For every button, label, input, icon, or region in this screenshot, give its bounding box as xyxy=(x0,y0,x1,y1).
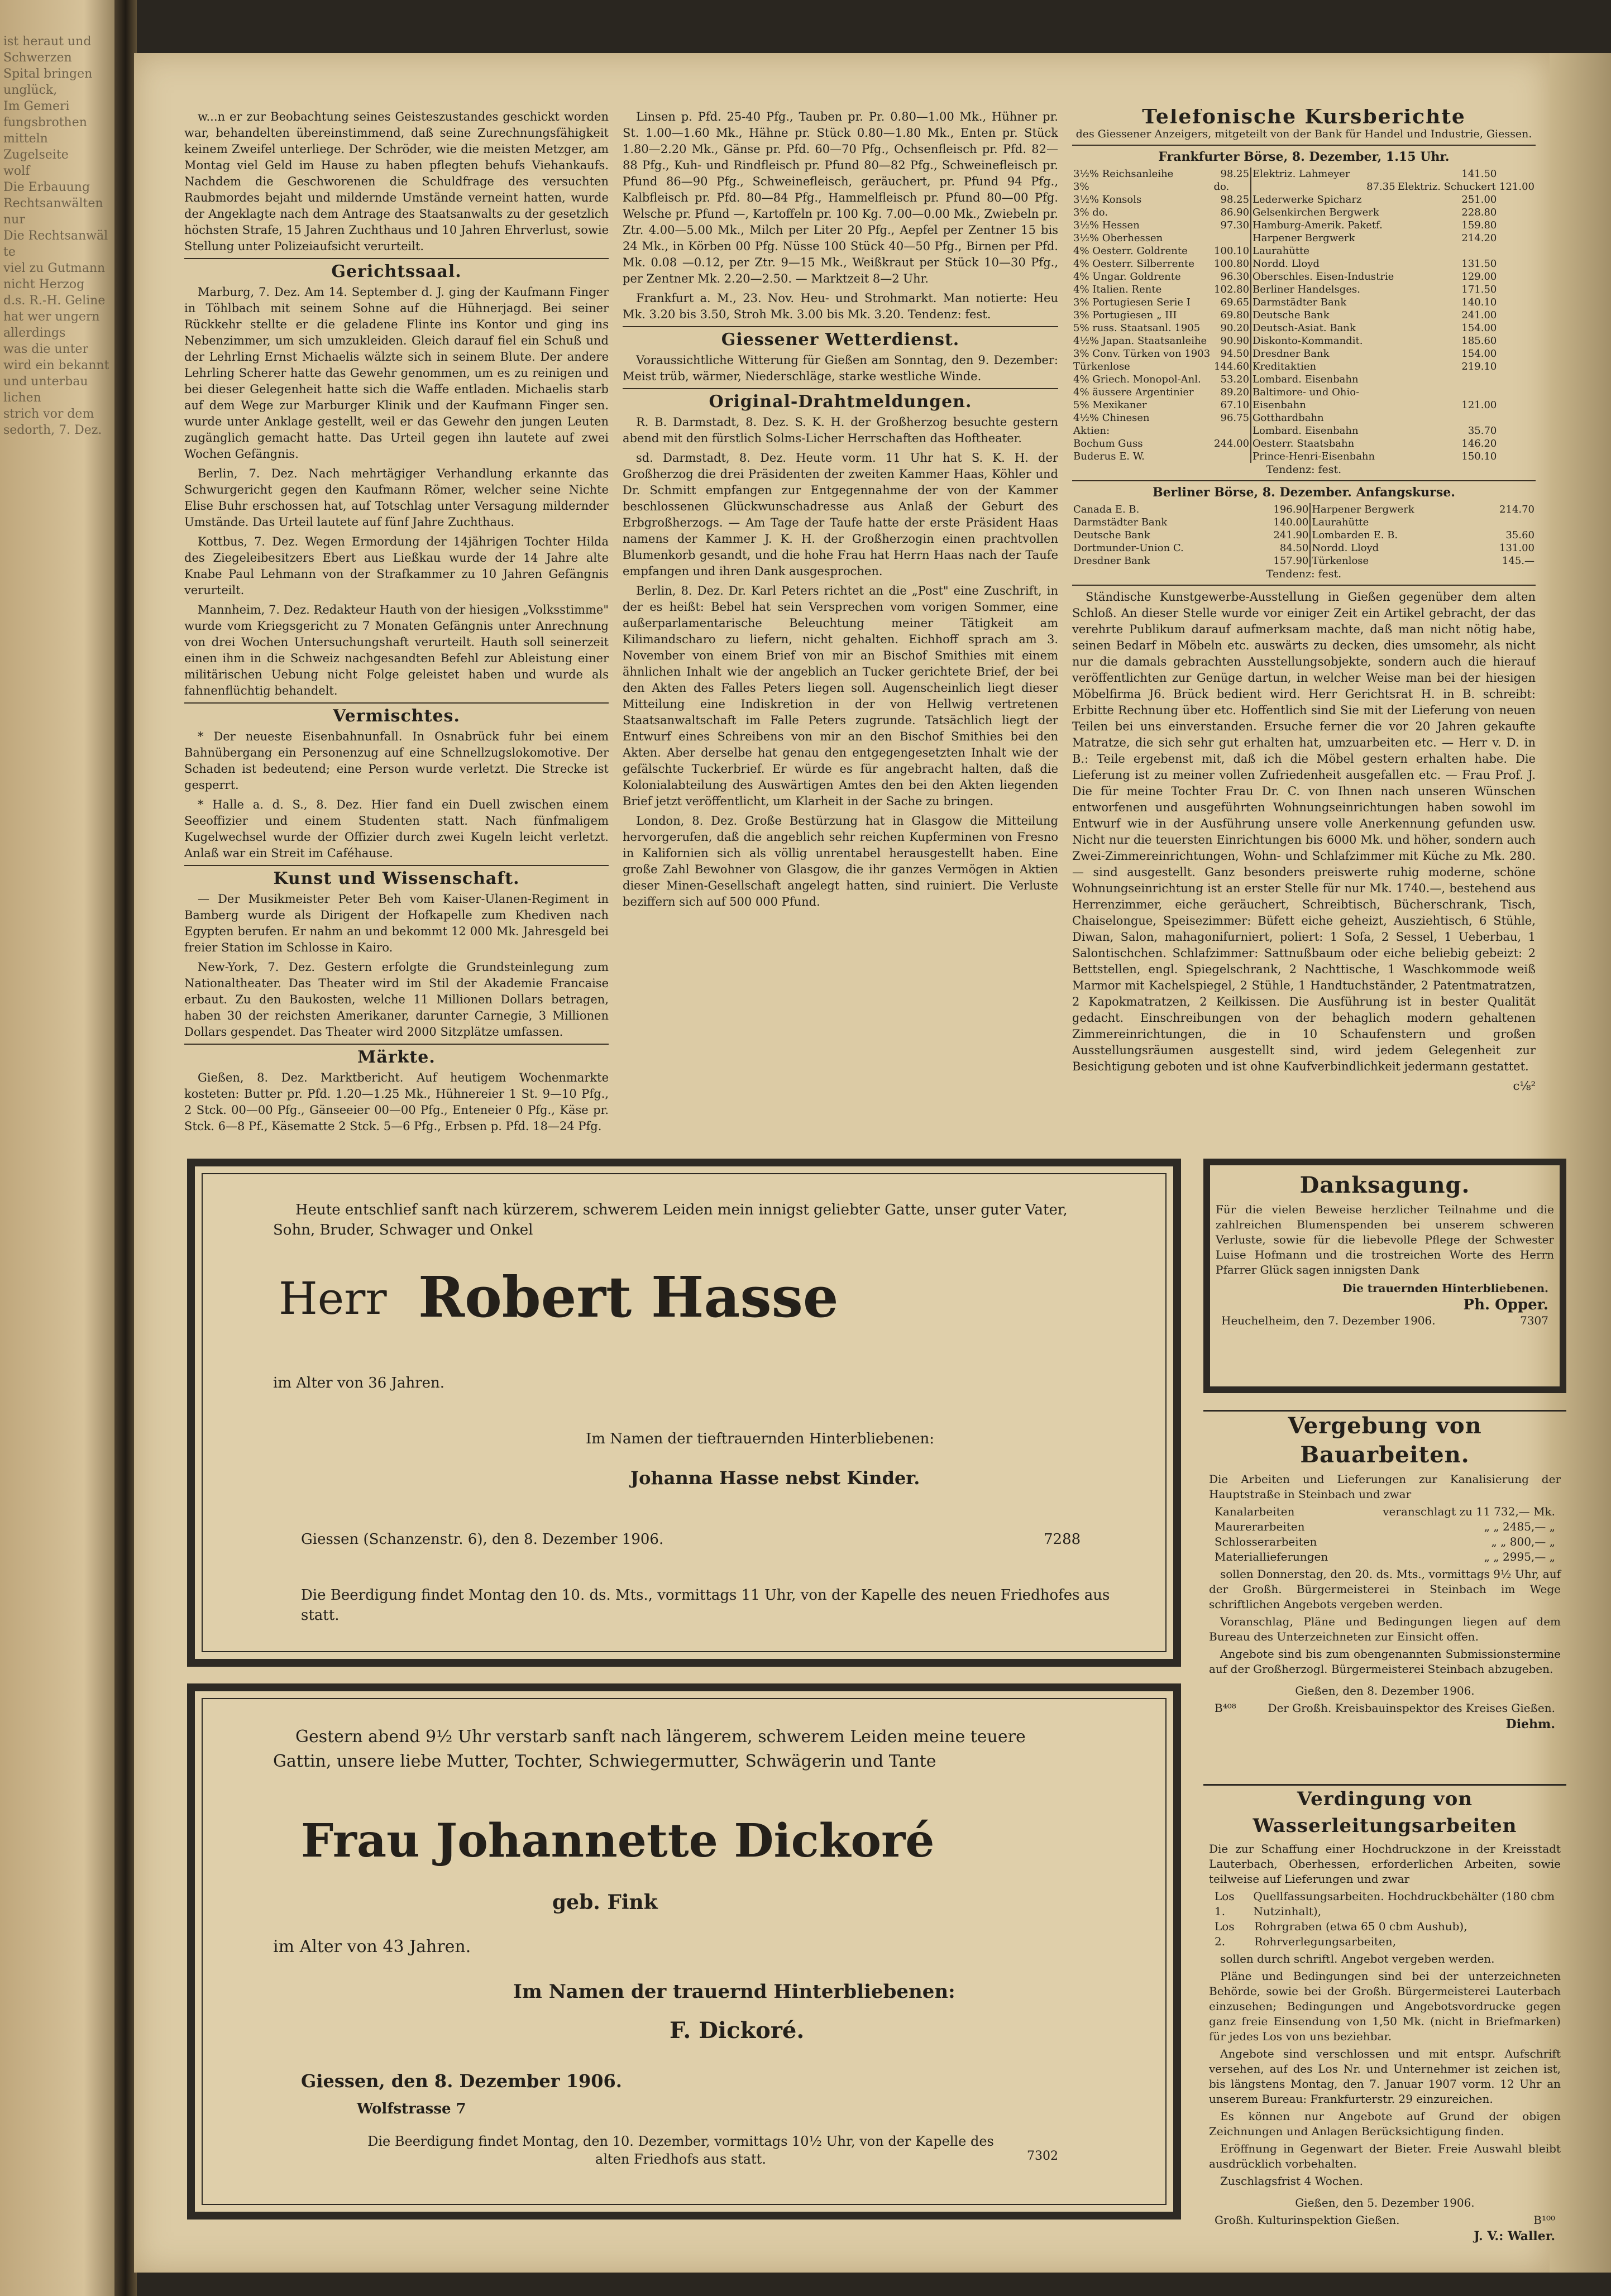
ad-intro: Die Arbeiten und Lieferungen zur Kanalisierung der Hauptstraße in Steinbach und zwar xyxy=(1209,1472,1561,1501)
stock-cell: 131.00 xyxy=(1499,542,1534,554)
ad-item-row xyxy=(1203,1534,1566,1549)
frankfurt-stock-row xyxy=(1072,360,1536,373)
section-title-vermischtes: Vermischtes. xyxy=(333,706,460,726)
frankfurt-stock-row xyxy=(1072,399,1536,412)
stock-cell: 67.10 xyxy=(1220,399,1250,411)
notice-lead: Gestern abend 9½ Uhr verstarb sanft nach längerem, schwerem Leiden meine teuere Gattin, unsere liebe Mutter, Tochter, Schwiegermutter, Schwägerin und Tante xyxy=(273,1727,1026,1771)
column-2 xyxy=(623,109,1058,1192)
notice-name-prefix: Herr xyxy=(279,1273,387,1324)
notice-place-date: Giessen (Schanzenstr. 6), den 8. Dezember 1906. xyxy=(301,1531,664,1548)
stock-cell: 154.00 xyxy=(1461,348,1497,360)
article-intro: w...n er zur Beobachtung seines Geisteszustandes geschickt worden war, behandelten übereinstimmend, daß seine Zurechnungsfähigkeit keinem Zweifel unterliege. Der Schröder, wie die meisten Metzger, am Montag viel Geld im Hause zu haben pflegten behufs Viehankaufs. Nachdem die Geschworenen die Schuldfrage des versuchten Raubmordes bejaht und mildernde Umstände verneint hatten, wurde der Angeklagte nach dem Antrage des Staatsanwalts zu der gesetzlich höchsten Strafe, 15 Jahren Zuchthaus und 10 Jahren Ehrverlust, sowie Stellung unter Polizeiaufsicht verurteilt. xyxy=(184,110,609,253)
frankfurt-stock-row xyxy=(1072,180,1536,193)
notice-street: Wolfstrasse 7 xyxy=(357,2101,466,2117)
ad-paragraph: Angebote sind verschlossen und mit entspr. Aufschrift versehen, auf des Los Nr. und Unternehmer ist zeichen ist, bis längstens Montag, den 7. Januar 1907 vorm. 12 Uhr an unserem Bureau: Frankfurterstr. 29 einzureichen. xyxy=(1209,2047,1561,2106)
stock-cell: Gelsenkirchen Bergwerk xyxy=(1251,206,1397,219)
stock-cell: 69.65 xyxy=(1220,296,1250,308)
ad-place-date: Gießen, den 8. Dezember 1906. xyxy=(1295,1684,1475,1697)
section-title-kunst: Kunst und Wissenschaft. xyxy=(273,869,520,888)
ad-footer xyxy=(1203,1701,1566,1716)
stock-report-title: Telefonische Kursberichte xyxy=(1142,109,1466,128)
stock-cell: 4% Griech. Monopol-Anl. xyxy=(1073,374,1201,385)
stock-cell: 214.20 xyxy=(1461,232,1497,244)
ad-item-row xyxy=(1203,1504,1566,1519)
divider xyxy=(184,1044,609,1045)
stock-cell: Lombarden E. B. xyxy=(1310,529,1476,542)
left-page-text: ist heraut und Schwerzen Spital bringen unglück, Im Gemeri fungsbrothen mitteln Zugelseite wolf Die Erbauung Rechtsanwälten nur Die Rechtsanwälte viel zu Gutmann nicht Herzog d.s. R.-H. Geline hat wer ungern allerdings was die unter wird ein bekannt und unterbau lichen strich vor dem sedorth, 7. Dez. xyxy=(3,35,109,437)
ad-verdingung-wasserleitung xyxy=(1203,1784,1566,2264)
ad-number: 7307 xyxy=(1520,1314,1548,1327)
frankfurt-stock-row xyxy=(1072,270,1536,283)
notice-inner-border xyxy=(202,1173,1167,1652)
stock-cell: 241.00 xyxy=(1461,309,1497,321)
article-paragraph: * Halle a. d. S., 8. Dez. Hier fand ein Duell zwischen einem Seeoffizier und einem Studenten statt. Nach fünfmaligem Kugelwechsel wurde der Offizier durch zwei Kugeln leicht verletzt. Anlaß war ein Streit im Caféhause. xyxy=(184,798,609,860)
ad-body: Für die vielen Beweise herzlicher Teilnahme und die zahlreichen Blumenspenden bei unserem schweren Verluste, sowie für die liebevolle Pflege der Schwester Luise Hofmann und die trostreichen Worte des Herrn Pfarrer Glück sagen innigsten Dank xyxy=(1216,1203,1554,1276)
stock-cell: 98.25 xyxy=(1220,168,1250,180)
stock-cell: Berliner Handelsges. xyxy=(1251,283,1397,296)
frankfurt-stock-row xyxy=(1072,424,1536,437)
frankfurt-stock-table xyxy=(1072,168,1536,463)
stock-cell: 159.80 xyxy=(1461,219,1497,231)
column-3 xyxy=(1072,109,1536,1192)
frankfurt-stock-row xyxy=(1072,296,1536,309)
stock-cell: 140.10 xyxy=(1461,296,1497,308)
stock-cell: 4% Oesterr. Silberrente xyxy=(1073,258,1194,270)
stock-cell: 121.00 xyxy=(1499,181,1534,193)
stock-cell: 90.20 xyxy=(1220,322,1250,334)
stock-cell: Laurahütte xyxy=(1310,516,1476,529)
frankfurt-stock-row xyxy=(1072,322,1536,334)
stock-cell: Prince-Henri-Eisenbahn xyxy=(1251,450,1397,463)
article-paragraph: Berlin, 7. Dez. Nach mehrtägiger Verhandlung erkannte das Schwurgericht gegen den Kaufmann Römer, welcher seine Nichte Elise Buhr erschossen hat, auf Totschlag unter Versagung mildernder Umstände. Das Urteil lautete auf fünf Jahre Zuchthaus. xyxy=(184,467,609,529)
notice-funeral: Die Beerdigung findet Montag, den 10. Dezember, vormittags 10½ Uhr, von der Kapelle des alten Friedhofs aus statt. xyxy=(367,2134,994,2167)
stock-cell: Hamburg-Amerik. Paketf. xyxy=(1251,219,1397,232)
stock-cell: Kreditaktien xyxy=(1251,360,1397,373)
stock-cell: Deutsche Bank xyxy=(1073,529,1150,541)
frankfurt-exchange-heading: Frankfurter Börse, 8. Dezember, 1.15 Uhr. xyxy=(1158,150,1450,164)
article-paragraph: Frankfurt a. M., 23. Nov. Heu- und Strohmarkt. Man notierte: Heu Mk. 3.20 bis 3.50, Stroh Mk. 3.00 bis Mk. 3.20. Tendenz: fest. xyxy=(623,291,1058,321)
notice-mourners: F. Dickoré. xyxy=(670,2017,805,2044)
frankfurt-stock-row xyxy=(1072,193,1536,206)
stock-cell: Darmstädter Bank xyxy=(1073,516,1168,528)
frankfurt-stock-row xyxy=(1072,168,1536,180)
stock-cell: Oberschles. Eisen-Industrie xyxy=(1251,270,1397,283)
stock-cell xyxy=(1212,424,1251,437)
stock-cell: 35.60 xyxy=(1505,529,1534,541)
stock-cell: 90.90 xyxy=(1220,335,1250,347)
notice-birth-name: geb. Fink xyxy=(552,1891,658,1914)
ad-item-value: veranschlagt zu 11 732,— Mk. xyxy=(1383,1505,1555,1518)
stock-cell: Lombard. Eisenbahn xyxy=(1251,424,1397,437)
ad-item-value: „ „ 800,— „ xyxy=(1491,1535,1555,1548)
stock-cell: Nordd. Lloyd xyxy=(1310,542,1476,554)
stock-cell: Lederwerke Spicharz xyxy=(1251,193,1397,206)
left-page-edge xyxy=(0,0,120,2296)
notice-mourners-intro: Im Namen der tieftrauernden Hinterbliebenen: xyxy=(586,1431,935,1447)
ad-paragraph: sollen Donnerstag, den 20. ds. Mts., vormittags 9½ Uhr, auf der Großh. Bürgermeisterei in Steinbach im Wege schriftlichen Angebots vergeben werden. xyxy=(1209,1567,1561,1611)
exhibition-article: Ständische Kunstgewerbe-Ausstellung in Gießen gegenüber dem alten Schloß. An dieser Stelle wurde vor einiger Zeit ein Artikel gebracht, der das verehrte Publikum darauf aufmerksam machte, daß man nicht nötig habe, seinen Bedarf in Möbeln etc. auswärts zu decken, dies umsomehr, als nicht nur die damals gebrachten Ausstellungsobjekte, sondern auch die hierauf veröffentlichten zur Genüge dartun, in welcher Weise man bei der hiesigen Möbelfirma J6. Brück bedient wird. Herr Gerichtsrat H. in B. schreibt: Erbitte Rechnung über etc. Hoffentlich sind Sie mit der Lieferung von neuen Teilen bei uns einverstanden. Ersuche ferner die vor 20 Jahren gekaufte Matratze, die sich sehr gut erhalten hat, umzuarbeiten etc. — Herr v. D. in B.: Teile ergebenst mit, daß ich die Möbel gestern erhalten habe. Die Lieferung ist zu meiner vollen Zufriedenheit ausgefallen etc. — Frau Prof. J. Die für meine Tochter Frau Dr. C. von Ihnen nach unseren Wünschen entworfenen und ausgeführten Wohnungseinrichtungen haben sowohl im Entwurf wie in der Ausführung unsere volle Anerkennung gefunden usw. Nicht nur die teuersten Einrichtungen bis 6000 Mk. und höher, sondern auch Zwei-Zimmereinrichtungen, Wohn- und Schlafzimmer mit Küche zu Mk. 280.— sind ausgestellt. Ganz besonders preiswerte ruhig moderne, schöne Wohnungseinrichtung ist an erster Stelle für nur Mk. 1740.—, bestehend aus Herrenzimmer, eiche geräuchert, Schreibtisch, Bücherschrank, Tisch, Chaiselongue, Speisezimmer: Büfett eiche geheizt, Ausziehtisch, 6 Stühle, Diwan, Salon, mahagonifurniert, poliert: 1 Sofa, 2 Sessel, 1 Ueberbau, 1 Salontischchen. Schlafzimmer: Sattnußbaum oder eiche beliebig gebeizt: 2 Bettstellen, engl. Spiegelschrank, 2 Nachttische, 1 Waschkommode weiß Marmor mit Kachelspiegel, 2 Stühle, 1 Handtuchständer, 2 Patentmatratzen, 2 Kapokmatratzen, 2 Keilkissen. Die Ausführung ist in bester Qualität gedacht. Einschreibungen von der behaglich modern gehaltenen Zimmereinrichtungen, die in 10 Schaufenstern und großen Ausstellungsräumen ausgestellt sind, wird jedem Gelegenheit zur Besichtigung geboten und ist ohne Kaufverbindlichkeit jedermann gestattet. xyxy=(1072,590,1536,1073)
notice-deceased-name: Frau Johannette Dickoré xyxy=(301,1814,935,1868)
article-paragraph: Linsen p. Pfd. 25-40 Pfg., Tauben pr. Pr. 0.80—1.00 Mk., Hühner pr. St. 1.00—1.60 Mk., Hähne pr. Stück 0.80—1.80 Mk., Enten pr. Stück 1.80—2.20 Mk., Gänse pr. Pfd. 60—70 Pfg., Ochsenfleisch pr. Pfd. 82—88 Pfg., Kuh- und Rindfleisch pr. Pfund 80—82 Pfg., Schweinefleisch pr. Pfund 86—90 Pfg., Schweinefleisch, geräuchert, pr. Pfund 94 Pfg., Kalbfleisch pr. Pfd. 80—84 Pfg., Hammelfleisch pr. Pfund 80—00 Pfg. Welsche pr. Pfund —, Kartoffeln pr. 100 Kg. 7.00—0.00 Mk., Zwiebeln pr. Ztr. 4.00—5.00 Mk., Milch per Liter 20 Pfg., Aepfel per Zentner 15 bis 24 Mk., in Körben 00 Pfg. Nüsse 100 Stück 40—50 Pfg., Birnen per Pfd. Mk. 0.08 —0.12, per Ztr. 9—15 Mk., Weißkraut per Stück 10—30 Pfg., per Zentner Mk. 2.20—2.50. — Marktzeit 8—2 Uhr. xyxy=(623,110,1058,285)
stock-cell: 69.80 xyxy=(1220,309,1250,321)
ad-item-row xyxy=(1203,1549,1566,1565)
stock-cell: Elektriz. Schuckert xyxy=(1397,181,1496,193)
stock-cell: 196.90 xyxy=(1273,504,1309,515)
divider xyxy=(184,258,609,259)
ad-paragraph: sollen durch schriftl. Angebot vergeben werden. xyxy=(1220,1952,1495,1965)
stock-cell: 3% Portugiesen Serie I xyxy=(1073,296,1191,308)
article-paragraph: — Der Musikmeister Peter Beh vom Kaiser-Ulanen-Regiment in Bamberg wurde als Dirigent der Hofkapelle zum Khediven nach Egypten berufen. Er nahm an und bekommt 12 000 Mk. Jahresgeld bei freier Station im Schlosse in Kairo. xyxy=(184,892,609,954)
article-paragraph: Kottbus, 7. Dez. Wegen Ermordung der 14jährigen Tochter Hilda des Ziegeleibesitzers Ebert aus Ließkau wurde der 14 Jahre alte Knabe Paul Lehmann von der Strafkammer zu 10 Jahren Gefängnis verurteilt. xyxy=(184,535,609,597)
stock-cell: 145.— xyxy=(1502,555,1534,567)
stock-cell: 5% russ. Staatsanl. 1905 xyxy=(1073,322,1201,334)
article-mark: c⅛² xyxy=(1513,1079,1536,1093)
berlin-stock-row xyxy=(1072,529,1536,542)
ad-signer: Der Großh. Kreisbauinspektor des Kreises Gießen. xyxy=(1268,1701,1555,1715)
berlin-stock-row xyxy=(1072,554,1536,567)
ad-footer xyxy=(1203,2213,1566,2228)
ad-title: Verdingung von Wasserleitungsarbeiten xyxy=(1253,1788,1517,1837)
ad-number: B¹⁰⁰ xyxy=(1533,2213,1555,2227)
divider xyxy=(1072,145,1536,146)
stock-cell: 86.90 xyxy=(1220,207,1250,218)
stock-cell: 4% Oesterr. Goldrente xyxy=(1073,245,1188,257)
divider xyxy=(184,702,609,704)
obituary-notice-hasse xyxy=(187,1159,1181,1667)
stock-cell: 87.35 xyxy=(1251,180,1397,193)
frankfurt-stock-row xyxy=(1072,232,1536,245)
ad-signed-intro: Die trauernden Hinterbliebenen. xyxy=(1342,1281,1548,1295)
stock-cell: Darmstädter Bank xyxy=(1251,296,1397,309)
stock-cell: do. xyxy=(1213,181,1230,193)
ad-number: B⁴⁰⁸ xyxy=(1215,1701,1236,1715)
stock-cell: 131.50 xyxy=(1461,258,1497,270)
stock-cell: 4% Italien. Rente xyxy=(1073,284,1162,295)
stock-cell: Oesterr. Staatsbahn xyxy=(1251,437,1397,450)
stock-cell: 251.00 xyxy=(1461,194,1497,205)
stock-cell: Harpener Bergwerk xyxy=(1251,232,1397,245)
divider xyxy=(623,388,1058,389)
stock-cell: Deutsch-Asiat. Bank xyxy=(1251,322,1397,334)
divider xyxy=(1072,585,1536,586)
newspaper-page xyxy=(134,53,1561,2273)
ad-paragraph: Zuschlagsfrist 4 Wochen. xyxy=(1220,2174,1364,2188)
notice-age: im Alter von 36 Jahren. xyxy=(273,1375,445,1391)
ad-place-date: Gießen, den 5. Dezember 1906. xyxy=(1295,2196,1475,2209)
notice-place-date: Giessen, den 8. Dezember 1906. xyxy=(301,2070,622,2092)
stock-cell: Aktien: xyxy=(1073,425,1110,437)
berlin-stock-table xyxy=(1072,503,1536,567)
stock-cell: Türkenlose xyxy=(1310,554,1476,567)
ad-paragraph: Es können nur Angebote auf Grund der obigen Zeichnungen und Anlagen Berücksichtigung finden. xyxy=(1209,2110,1561,2138)
ad-lot-label: Los 2. xyxy=(1215,1920,1235,1948)
stock-cell: Buderus E. W. xyxy=(1073,451,1145,462)
notice-number: 7288 xyxy=(1044,1531,1081,1548)
ad-danksagung xyxy=(1203,1159,1566,1393)
berlin-exchange-heading: Berliner Börse, 8. Dezember. Anfangskurse. xyxy=(1153,485,1455,500)
stock-cell: 3% Portugiesen „ III xyxy=(1073,309,1177,321)
ad-item-value: „ „ 2995,— „ xyxy=(1484,1550,1555,1563)
frankfurt-stock-row xyxy=(1072,309,1536,322)
article-paragraph: Gießen, 8. Dez. Marktbericht. Auf heutigem Wochenmarkte kosteten: Butter pr. Pfd. 1.20—1.25 Mk., Hühnereier 1 St. 9—10 Pfg., 2 Stck. 00—00 Pfg., Gänseeier 00—00 Pfg., Enteneier 0 Pfg., Käse pr. Stck. 6—8 Pf., Käsematte 2 Stck. 5—6 Pfg., Erbsen p. Pfd. 18—24 Pfg. xyxy=(184,1071,609,1133)
ad-lot-row xyxy=(1203,1919,1566,1949)
frankfurt-stock-row xyxy=(1072,386,1536,399)
ad-footer xyxy=(1210,1313,1560,1328)
berlin-stock-row xyxy=(1072,503,1536,516)
notice-number: 7302 xyxy=(1027,2149,1058,2163)
article-paragraph: Mannheim, 7. Dez. Redakteur Hauth von der hiesigen „Volksstimme" wurde vom Kriegsgericht zu 7 Monaten Gefängnis unter Anrechnung von drei Wochen Untersuchungshaft verurteilt. Hauth soll seinerzeit einen ihm in die Schweiz nachgesandten Befehl zur Ableistung einer militärischen Uebung nicht Folge geleistet haben und wurde als fahnenflüchtig behandelt. xyxy=(184,603,609,697)
stock-cell: Dortmunder-Union C. xyxy=(1073,542,1184,554)
stock-cell: 3% Conv. Türken von 1903 xyxy=(1073,348,1211,360)
column-1 xyxy=(184,109,609,1192)
article-paragraph: sd. Darmstadt, 8. Dez. Heute vorm. 11 Uhr hat S. K. H. der Großherzog die drei Präsidenten der zweiten Kammer Haas, Köhler und Dr. Schmitt empfangen zur Entgegennahme der von der Kammer beschlossenen Glückwunschadresse aus Anlaß der Geburt des Erbgroßherzogs. — Am Tage der Taufe hatte der erste Präsident Haas namens der Kammer J. K. H. der Großherzogin einen prachtvollen Blumenkorb gesandt, und die hohe Frau hat Herrn Haas nach der Taufe empfangen und ihren Dank ausgesprochen. xyxy=(623,451,1058,578)
binding-gutter xyxy=(114,0,137,2296)
notice-age: im Alter von 43 Jahren. xyxy=(273,1937,471,1957)
stock-cell: 214.70 xyxy=(1499,504,1534,515)
ad-intro: Die zur Schaffung einer Hochdruckzone in der Kreisstadt Lauterbach, Oberhessen, erforderlichen Arbeiten, sowie teilweise auf Lieferungen und zwar xyxy=(1209,1842,1561,1886)
stock-cell xyxy=(1397,386,1498,399)
stock-cell: 154.00 xyxy=(1461,322,1497,334)
section-title-drahtmeldungen: Original-Drahtmeldungen. xyxy=(709,392,972,412)
ad-paragraph: Angebote sind bis zum obengenannten Submissionstermine auf der Großherzogl. Bürgermeisterei Steinbach abzugeben. xyxy=(1209,1647,1561,1676)
stock-cell xyxy=(1397,373,1498,386)
frankfurt-stock-row xyxy=(1072,283,1536,296)
stock-cell: 97.30 xyxy=(1220,219,1250,231)
frankfurt-stock-row xyxy=(1072,373,1536,386)
ad-item-value: „ „ 2485,— „ xyxy=(1484,1520,1555,1533)
berlin-stock-row xyxy=(1072,542,1536,554)
stock-cell: 3½% Reichsanleihe xyxy=(1073,168,1174,180)
frankfurt-stock-row xyxy=(1072,206,1536,219)
frankfurt-stock-row xyxy=(1072,245,1536,257)
section-title-wetter: Giessener Wetterdienst. xyxy=(721,330,960,350)
ad-item-label: Schlosserarbeiten xyxy=(1215,1535,1317,1548)
stock-cell: 3% xyxy=(1073,181,1089,193)
article-paragraph: Berlin, 8. Dez. Dr. Karl Peters richtet an die „Post" eine Zuschrift, in der es heißt: Bebel hat sein Versprechen vom vorigen Sommer, eine außerparlamentarische Beleuchtung meiner Tätigkeit am Kilimandscharo zu liefern, nicht gehalten. Eichhoff sprach am 3. November von einem Brief von mir an Bischof Smithies mit einem ähnlichen Inhalt wie der angeblich an Tucker gerichtete Brief, der bei den Akten des Falles Peters liegen soll. Augenscheinlich liegt dieser Mitteilung eine Indiskretion in der von Hellwig vertretenen Staatsanwaltschaft im Falle Peters zugrunde. Tatsächlich liegt der Entwurf eines Schreibens von mir an den Bischof Smithies bei den Akten. Aber derselbe hat genau den entgegengesetzten Inhalt wie der gefälschte Tuckerbrief. Er würde es für angebracht halten, daß die Kolonialabteilung des Auswärtigen Amtes den bei den Akten liegenden Brief jetzt veröffentlicht, um Klarheit in der Sache zu bringen. xyxy=(623,584,1058,808)
stock-cell: Diskonto-Kommandit. xyxy=(1251,334,1397,347)
article-paragraph: Marburg, 7. Dez. Am 14. September d. J. ging der Kaufmann Finger in Töhlbach mit seinem Sohne auf die Hühnerjagd. Bei seiner Rückkehr stellte er die geladene Flinte ins Kontor und ging ins Nebenzimmer, um sich umzukleiden. Gleich darauf fiel ein Schuß und der Lehrling Ernst Michaelis wälzte sich in seinem Blute. Der andere Lehrling Scherer hatte das Gewehr genommen, um es zu reinigen und bei dieser Gelegenheit hatte sich die Waffe entladen. Michaelis starb auf dem Wege zur Marburger Klinik und der Kaufmann Finger sen. wurde unter Anklage gestellt, weil er das Gewehr den jungen Leuten zugänglich gemacht hatte. Das Urteil gegen ihn lautete auf zwei Wochen Gefängnis. xyxy=(184,285,609,461)
stock-cell xyxy=(1397,412,1498,424)
ad-paragraph: Eröffnung in Gegenwart der Bieter. Freie Auswahl bleibt ausdrücklich vorbehalten. xyxy=(1209,2142,1561,2170)
ad-item-label: Kanalarbeiten xyxy=(1215,1505,1295,1518)
stock-cell: 3½% Hessen xyxy=(1073,219,1140,231)
notice-mourners-intro: Im Namen der trauernd Hinterbliebenen: xyxy=(513,1981,955,2003)
stock-cell: 35.70 xyxy=(1467,425,1497,437)
ad-lot-text: Quellfassungsarbeiten. Hochdruckbehälter (180 cbm Nutzinhalt), xyxy=(1253,1890,1555,1918)
ad-lot-label: Los 1. xyxy=(1215,1890,1235,1918)
notice-mourners: Johanna Hasse nebst Kinder. xyxy=(630,1467,920,1489)
stock-cell: Eisenbahn xyxy=(1251,399,1397,412)
article-paragraph: London, 8. Dez. Große Bestürzung hat in Glasgow die Mitteilung hervorgerufen, daß die angeblich sehr reichen Kupferminen von Fresno in Kalifornien sich als völlig unrentabel herausgestellt haben. Eine große Zahl Bewohner von Glasgow, die ihr ganzes Vermögen in Aktien dieser Minen-Gesellschaft angelegt hatten, sind ruiniert. Die Verluste beziffern sich auf 500 000 Pfund. xyxy=(623,814,1058,908)
ad-item-label: Maurerarbeiten xyxy=(1215,1520,1305,1533)
stock-cell: 185.60 xyxy=(1461,335,1497,347)
ad-lot-text: Rohrgraben (etwa 65 0 cbm Aushub), Rohrverlegungsarbeiten, xyxy=(1254,1920,1467,1948)
stock-cell: 4½% Chinesen xyxy=(1073,412,1150,424)
stock-cell: 4% Ungar. Goldrente xyxy=(1073,271,1181,283)
article-paragraph: * Der neueste Eisenbahnunfall. In Osnabrück fuhr bei einem Bahnübergang ein Personenzug auf eine Schnellzugslokomotive. Der Schaden ist bedeutend; eine Person wurde verletzt. Die Strecke ist gesperrt. xyxy=(184,730,609,792)
ad-vergebung-bauarbeiten xyxy=(1203,1410,1566,1781)
stock-cell: 4½% Japan. Staatsanleihe xyxy=(1073,335,1207,347)
stock-cell: 96.30 xyxy=(1220,271,1250,283)
stock-cell: 241.90 xyxy=(1273,529,1309,541)
stock-cell: 140.00 xyxy=(1273,516,1309,528)
stock-cell: Gotthardbahn xyxy=(1251,412,1397,424)
ad-body xyxy=(1203,1565,1566,1681)
stock-cell: 244.00 xyxy=(1214,438,1250,449)
stock-cell: 100.10 xyxy=(1214,245,1250,257)
berlin-stock-row xyxy=(1072,516,1536,529)
stock-cell: 141.50 xyxy=(1461,168,1497,180)
ad-paragraph: Pläne und Bedingungen sind bei der unterzeichneten Behörde, sowie bei der Großh. Bürgermeisterei Lauterbach einzusehen; Bedingungen und Angebotsvordrucke gegen ganz freie Einsendung von 1,50 Mk. (nicht in Briefmarken) für jedes Los von uns beziehbar. xyxy=(1209,1969,1561,2043)
stock-cell: 121.00 xyxy=(1461,399,1497,411)
stock-cell: 98.25 xyxy=(1220,194,1250,205)
stock-report-subtitle: des Giessener Anzeigers, mitgeteilt von der Bank für Handel und Industrie, Giessen. xyxy=(1075,128,1532,140)
ad-place-date: Heuchelheim, den 7. Dezember 1906. xyxy=(1221,1314,1436,1327)
article-paragraph: New-York, 7. Dez. Gestern erfolgte die Grundsteinlegung zum Nationaltheater. Das Theater wird im Stil der Akademie Francaise erbaut. Zu den Baukosten, welche 11 Millionen Dollars betragen, haben 30 der reichsten Amerikaner, darunter Carnegie, 3 Millionen Dollars gespendet. Das Theater wird 2000 Sitzplätze umfassen. xyxy=(184,960,609,1039)
frankfurt-stock-row xyxy=(1072,450,1536,463)
section-title-maerkte: Märkte. xyxy=(357,1047,436,1067)
stock-cell: Canada E. B. xyxy=(1073,504,1140,515)
ad-paragraph: Voranschlag, Pläne und Bedingungen liegen auf dem Bureau des Unterzeichneten zur Einsicht offen. xyxy=(1209,1615,1561,1643)
divider xyxy=(184,865,609,866)
stock-cell: 84.50 xyxy=(1279,542,1309,554)
stock-cell: 228.80 xyxy=(1461,207,1497,218)
stock-cell: Nordd. Lloyd xyxy=(1251,257,1397,270)
stock-cell: Elektriz. Lahmeyer xyxy=(1251,168,1397,180)
notice-deceased-name: Robert Hasse xyxy=(418,1264,839,1330)
ad-body xyxy=(1203,1949,1566,2193)
stock-cell: 3½% Oberhessen xyxy=(1073,232,1163,244)
stock-cell: Deutsche Bank xyxy=(1251,309,1397,322)
ad-signer-name: J. V.: Waller. xyxy=(1474,2229,1555,2244)
stock-cell: 53.20 xyxy=(1220,374,1250,385)
obituary-notice-dickore xyxy=(187,1683,1181,2220)
berlin-tendency: Tendenz: fest. xyxy=(1266,568,1342,580)
stock-cell: 157.90 xyxy=(1273,555,1309,567)
ad-lot-row xyxy=(1203,1889,1566,1919)
stock-cell: 3% do. xyxy=(1073,207,1108,218)
ad-item-row xyxy=(1203,1519,1566,1534)
ad-signer-name: Diehm. xyxy=(1505,1717,1555,1731)
stock-cell: Dresdner Bank xyxy=(1073,555,1150,567)
frankfurt-stock-row xyxy=(1072,412,1536,424)
frankfurt-stock-row xyxy=(1072,257,1536,270)
stock-cell: Lombard. Eisenbahn xyxy=(1251,373,1397,386)
stock-cell: Bochum Guss xyxy=(1073,438,1143,449)
frankfurt-stock-row xyxy=(1072,437,1536,450)
stock-cell xyxy=(1212,232,1251,245)
stock-cell: 129.00 xyxy=(1461,271,1497,283)
frankfurt-stock-row xyxy=(1072,347,1536,360)
frankfurt-stock-row xyxy=(1072,219,1536,232)
stock-cell: 219.10 xyxy=(1461,361,1497,372)
ad-signer: Großh. Kulturinspektion Gießen. xyxy=(1215,2213,1400,2227)
stock-cell: 96.75 xyxy=(1220,412,1250,424)
ad-title: Danksagung. xyxy=(1299,1172,1470,1198)
stock-cell: Laurahütte xyxy=(1251,245,1397,257)
divider xyxy=(623,326,1058,327)
divider xyxy=(1072,480,1536,481)
stock-cell: 102.80 xyxy=(1214,284,1250,295)
notice-lead: Heute entschlief sanft nach kürzerem, schwerem Leiden mein innigst geliebter Gatte, unser guter Vater, Sohn, Bruder, Schwager und Onkel xyxy=(273,1202,1068,1238)
stock-cell xyxy=(1212,450,1251,463)
stock-cell xyxy=(1476,516,1536,529)
stock-cell: 150.10 xyxy=(1461,451,1497,462)
stock-cell: 89.20 xyxy=(1220,386,1250,398)
stock-cell xyxy=(1397,245,1498,257)
stock-cell: Harpener Bergwerk xyxy=(1310,503,1476,516)
article-paragraph: Voraussichtliche Witterung für Gießen am Sonntag, den 9. Dezember: Meist trüb, wärmer, Niederschläge, starke westliche Winde. xyxy=(623,353,1058,383)
stock-cell: 94.50 xyxy=(1220,348,1250,360)
section-title-gerichtssaal: Gerichtssaal. xyxy=(331,262,462,281)
stock-cell: Baltimore- und Ohio- xyxy=(1251,386,1397,399)
ad-signed-name: Ph. Opper. xyxy=(1463,1297,1548,1313)
stock-cell: 4% äussere Argentinier xyxy=(1073,386,1194,398)
stock-cell: 146.20 xyxy=(1461,438,1497,449)
frankfurt-stock-row xyxy=(1072,334,1536,347)
ad-item-label: Materiallieferungen xyxy=(1215,1550,1328,1563)
stock-cell: 100.80 xyxy=(1214,258,1250,270)
stock-cell: Türkenlose xyxy=(1073,361,1130,372)
stock-cell: 3½% Konsols xyxy=(1073,194,1142,205)
article-paragraph: R. B. Darmstadt, 8. Dez. S. K. H. der Großherzog besuchte gestern abend mit den fürstlich Solms-Licher Herrschaften das Hoftheater. xyxy=(623,415,1058,445)
stock-cell: Dresdner Bank xyxy=(1251,347,1397,360)
stock-cell: 144.60 xyxy=(1214,361,1250,372)
ad-title: Vergebung von Bauarbeiten. xyxy=(1288,1413,1482,1468)
notice-funeral: Die Beerdigung findet Montag den 10. ds. Mts., vormittags 11 Uhr, von der Kapelle des neuen Friedhofes aus statt. xyxy=(301,1587,1110,1624)
stock-cell: 171.50 xyxy=(1461,284,1497,295)
frankfurt-tendency: Tendenz: fest. xyxy=(1266,463,1342,476)
stock-cell: 5% Mexikaner xyxy=(1073,399,1147,411)
